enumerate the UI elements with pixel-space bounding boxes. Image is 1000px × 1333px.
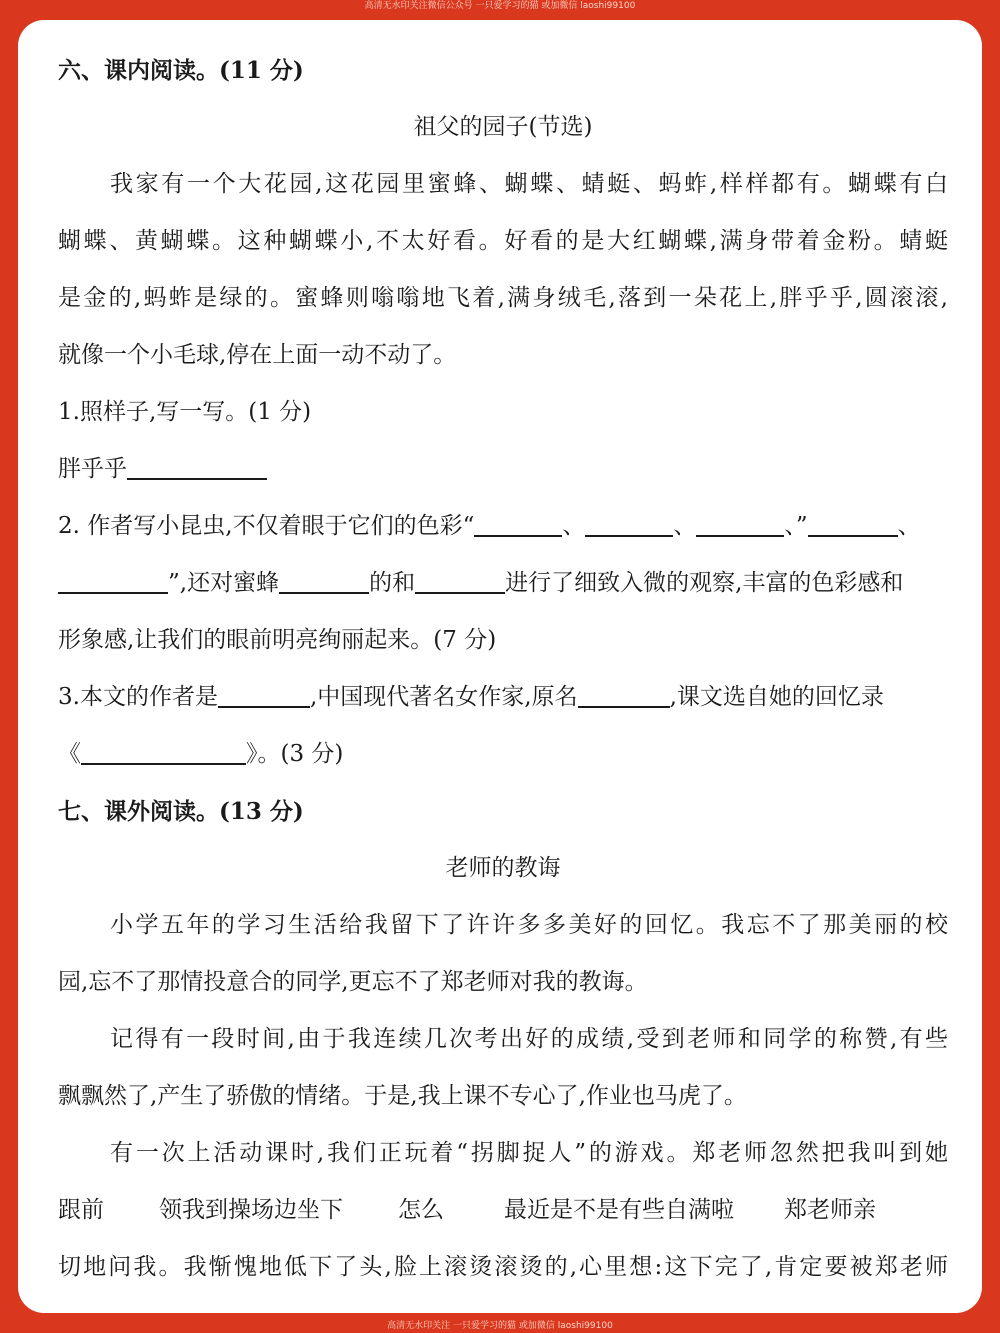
answer-blank[interactable] [81, 739, 246, 765]
question-2-text: 进行了细致入微的观察,丰富的色彩感和 [505, 570, 904, 596]
question-2-text: 2. 作者写小昆虫,不仅着眼于它们的色彩“ [58, 513, 475, 539]
section6-passage-line: 就像一个小毛球,停在上面一动不动了。 [58, 342, 457, 368]
question-3-text: ,课文选自她的回忆录 [669, 684, 884, 710]
question-2-line-1 [58, 498, 948, 555]
gap-line-segment: 跟前 [58, 1197, 104, 1223]
question-1-answer-line [58, 441, 948, 498]
section7-passage-line: 园,忘不了那情投意合的同学,更忘不了郑老师对我的教诲。 [58, 969, 648, 995]
answer-blank[interactable] [696, 511, 784, 537]
question-3-text: 《 [58, 741, 81, 767]
question-3-text: 》。(3 分) [246, 741, 344, 767]
section7-passage-line: 记得有一段时间,由于我连续几次考出好的成绩,受到老师和同学的称赞,有些 [110, 1026, 948, 1052]
section7-passage-line: 有一次上活动课时,我们正玩着“拐脚捉人”的游戏。郑老师忽然把我叫到她 [110, 1140, 948, 1166]
answer-blank[interactable] [585, 511, 673, 537]
section7-passage-line: 切地问我。我惭愧地低下了头,脸上滚烫滚烫的,心里想:这下完了,肯定要被郑老师 [58, 1254, 948, 1280]
gap-line-segment: 郑老师亲 [784, 1197, 876, 1223]
question-2-line-2 [58, 555, 948, 612]
section6-passage-line: 我家有一个大花园,这花园里蜜蜂、蝴蝶、蜻蜓、蚂蚱,样样都有。蝴蝶有白 [110, 171, 948, 197]
section7-punctuation-gap-line [58, 1182, 948, 1239]
answer-blank[interactable] [808, 511, 898, 537]
gap-line-segment: 领我到操场边坐下 [159, 1197, 343, 1223]
answer-blank[interactable] [578, 682, 670, 708]
question-2-text: ”,还对蜜蜂 [168, 570, 280, 596]
answer-blank[interactable] [58, 568, 168, 594]
section6-passage-line: 蝴蝶、黄蝴蝶。这种蝴蝶小,不太好看。好看的是大红蝴蝶,满身带着金粉。蜻蜓 [58, 228, 948, 254]
section7-passage-title: 老师的教诲 [445, 855, 561, 881]
separator: 、 [562, 513, 586, 539]
answer-blank[interactable] [127, 454, 267, 480]
section7-passage-line: 小学五年的学习生活给我留下了许许多多美好的回忆。我忘不了那美丽的校 [110, 912, 948, 938]
question-2-text: 的和 [369, 570, 416, 596]
section7-passage-line: 飘飘然了,产生了骄傲的情绪。于是,我上课不专心了,作业也马虎了。 [58, 1083, 747, 1109]
answer-blank[interactable] [218, 682, 310, 708]
question-3-text: 3.本文的作者是 [58, 684, 218, 710]
answer-blank[interactable] [474, 511, 562, 537]
answer-blank[interactable] [415, 568, 505, 594]
question-1-example: 胖乎乎 [58, 456, 127, 482]
question-3-line-1 [58, 669, 948, 726]
gap-line-segment: 怎么 [398, 1197, 444, 1223]
answer-blank[interactable] [279, 568, 369, 594]
section7-heading: 七、课外阅读。(13 分) [58, 798, 304, 825]
watermark-top: 高清无水印关注微信公众号 一只爱学习的猫 或加微信 laoshi99100 [364, 1, 636, 11]
question-2-line-3: 形象感,让我们的眼前明亮绚丽起来。(7 分) [58, 627, 497, 653]
separator: 、 [897, 513, 921, 539]
separator: 、 [673, 513, 697, 539]
gap-line-segment: 最近是不是有些自满啦 [504, 1197, 734, 1223]
separator: 、” [784, 513, 808, 539]
worksheet-page [18, 20, 982, 1313]
section6-passage-line: 是金的,蚂蚱是绿的。蜜蜂则嗡嗡地飞着,满身绒毛,落到一朵花上,胖乎乎,圆滚滚, [58, 285, 948, 311]
watermark-bottom: 高清无水印关注 一只爱学习的猫 或加微信 laoshi99100 [387, 1321, 613, 1331]
section6-passage-title: 祖父的园子(节选) [413, 114, 593, 140]
question-3-line-2 [58, 726, 948, 783]
question-3-text: ,中国现代著名女作家,原名 [309, 684, 578, 710]
worksheet-content [58, 42, 948, 1296]
question-1-prompt: 1.照样子,写一写。(1 分) [58, 399, 312, 425]
section6-heading: 六、课内阅读。(11 分) [58, 57, 304, 84]
